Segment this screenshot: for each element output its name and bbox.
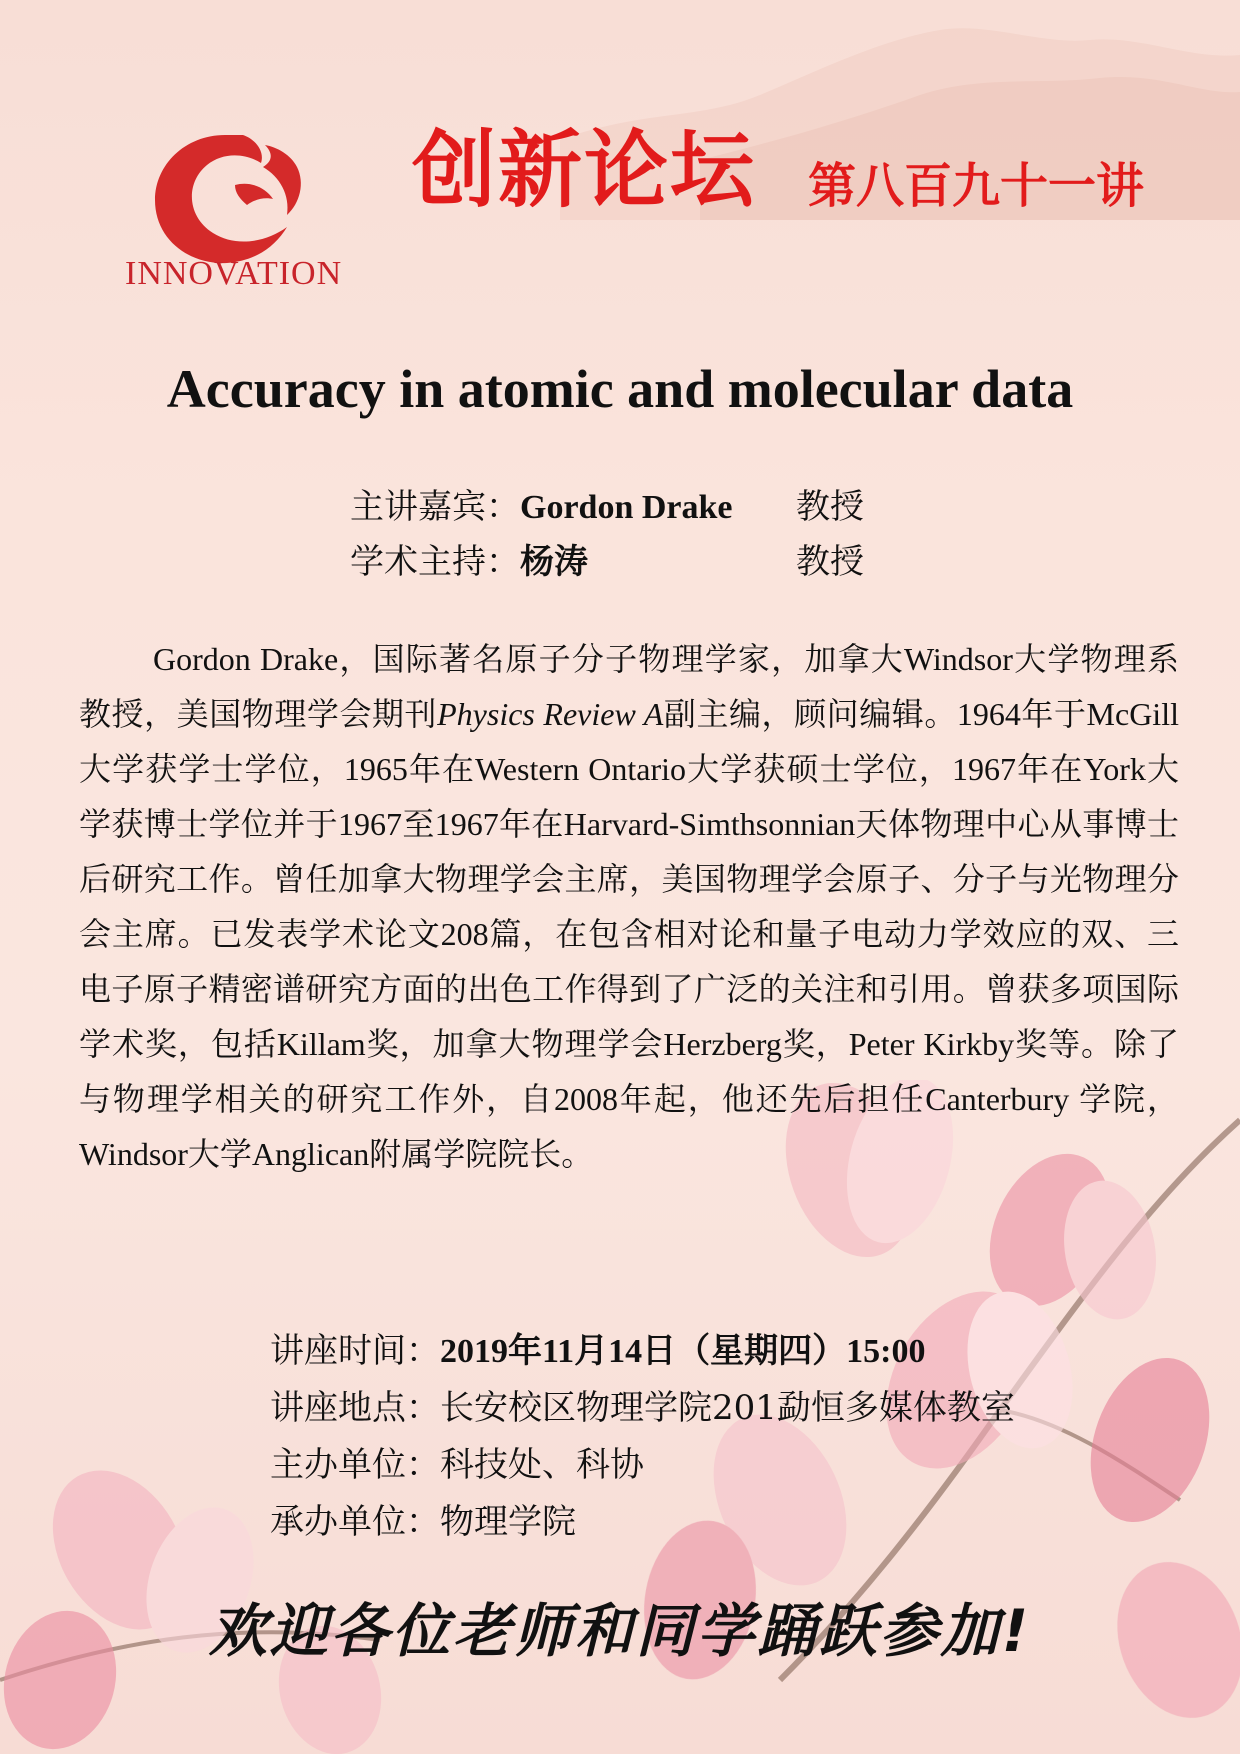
welcome-message: 欢迎各位老师和同学踊跃参加! bbox=[208, 1597, 1032, 1665]
speaker-bio bbox=[79, 632, 1179, 1182]
detail-time bbox=[270, 1323, 1015, 1380]
detail-host-unit bbox=[270, 1494, 1015, 1551]
speaker-block bbox=[350, 480, 864, 590]
detail-label: 主办单位： bbox=[270, 1445, 440, 1485]
host-title: 教授 bbox=[796, 542, 864, 582]
detail-label: 讲座地点： bbox=[270, 1388, 440, 1428]
bio-text-part1: Gordon Drake，国际著名原子分子物理学家，加拿大Windsor大学物理系教授，美国物理学会期刊 bbox=[79, 641, 1179, 732]
detail-value: 物理学院 bbox=[440, 1502, 576, 1542]
detail-label: 讲座时间： bbox=[270, 1331, 440, 1371]
speaker-label: 主讲嘉宾： bbox=[350, 487, 520, 527]
speaker-title: 教授 bbox=[796, 487, 864, 527]
detail-value: 2019年11月14日（星期四）15:00 bbox=[440, 1333, 926, 1370]
detail-value: 长安校区物理学院201勐恒多媒体教室 bbox=[440, 1388, 1015, 1428]
speaker-name: Gordon Drake bbox=[520, 489, 733, 526]
speaker-row bbox=[350, 480, 864, 535]
detail-location bbox=[270, 1380, 1015, 1437]
journal-name: Physics Review A bbox=[437, 696, 664, 732]
talk-title: Accuracy in atomic and molecular data bbox=[166, 359, 1074, 419]
lecture-details bbox=[270, 1323, 1015, 1551]
host-name: 杨涛 bbox=[520, 542, 588, 582]
host-row bbox=[350, 535, 864, 590]
detail-label: 承办单位： bbox=[270, 1502, 440, 1542]
host-label: 学术主持： bbox=[350, 542, 520, 582]
lecture-number: 第八百九十一讲 bbox=[808, 158, 1145, 214]
detail-value: 科技处、科协 bbox=[440, 1445, 644, 1485]
logo-text: INNOVATION bbox=[125, 255, 343, 292]
bio-text-part2: 副主编，顾问编辑。1964年于McGill大学获学士学位，1965年在Western Ontario大学获硕士学位，1967年在York大学获博士学位并于1967至1967年在Harvard-Simthsonnian天体物理中心从事博士后研究工作。曾任加拿大物理学会主席，美国物理学会原子、分子与光物理分会主席。已发表学术论文208篇，在包含相对论和量子电动力学效应的双、三电子原子精密谱研究方面的出色工作得到了广泛的关注和引用。曾获多项国际学术奖，包括Killam奖，加拿大物理学会Herzberg奖，Peter Kirkby奖等。除了与物理学相关的研究工作外，自2008年起，他还先后担任Canterbury 学院，Windsor大学Anglican附属学院院长。 bbox=[79, 696, 1179, 1172]
detail-organizer bbox=[270, 1437, 1015, 1494]
forum-title: 创新论坛 bbox=[412, 121, 757, 219]
